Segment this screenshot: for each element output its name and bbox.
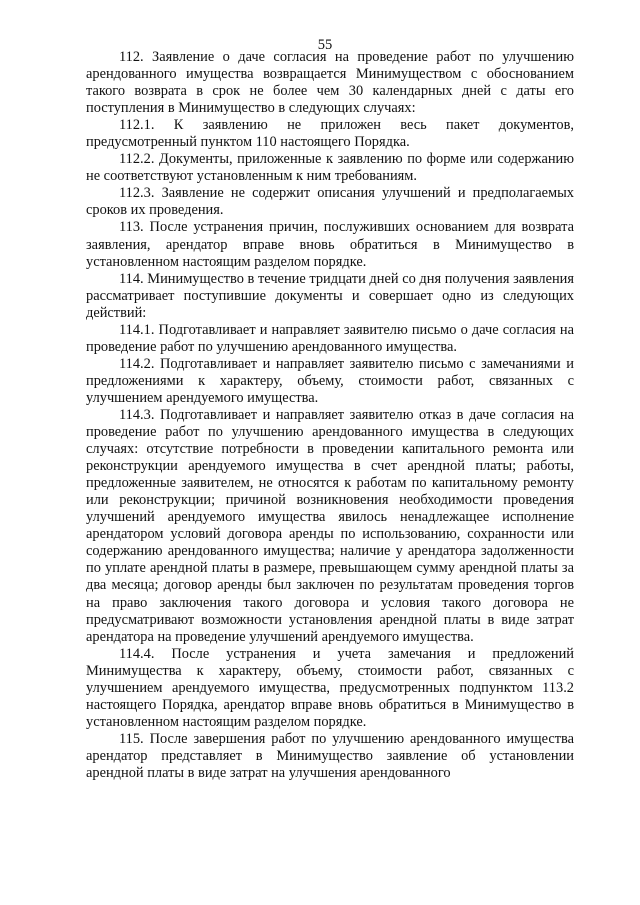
paragraph-114-4: 114.4. После устранения и учета замечания и предложений Минимущества к характеру, объему, стоимости работ, связанных с улучшением арендуемого имущества, предусмотренных подпунктом 113.2 настоящего Порядка, арендатор вправе вновь обратиться в Минимущество в установленном настоящим разделом порядке.: [86, 645, 574, 730]
paragraph-114-3: 114.3. Подготавливает и направляет заявителю отказ в даче согласия на проведение работ по улучшению арендованного имущества в следующих случаях: отсутствие потребности в проведении капитального ремонта или реконструкции арендуемого имущества в счет арендной платы; работы, предложенные заявителем, не относятся к работам по капитальному ремонту или реконструкции; причиной возникновения необходимости проведения улучшений арендуемого имущества явилось ненадлежащее исполнение арендатором условий договора аренды по использованию, сохранности или содержанию арендованного имущества; наличие у арендатора задолженности по уплате арендной платы в размере, превышающем сумму арендной платы за два месяца; договор аренды был заключен по результатам проведения торгов на право заключения такого договора и условия такого договора не предусматривают возможности установления арендной платы в виде затрат арендатора на проведение улучшений арендуемого имущества.: [86, 406, 574, 645]
page-number: 55: [317, 37, 333, 53]
paragraph-112-1: 112.1. К заявлению не приложен весь пакет документов, предусмотренный пунктом 110 настоящего Порядка.: [86, 117, 574, 151]
paragraph-114-2: 114.2. Подготавливает и направляет заявителю письмо с замечаниями и предложениями к характеру, объему, стоимости работ, связанных с улучшением арендуемого имущества.: [86, 355, 574, 406]
document-body: [86, 49, 574, 782]
paragraph-115: 115. После завершения работ по улучшению арендованного имущества арендатор представляет в Минимущество заявление об установлении арендной платы в виде затрат на улучшения арендованного: [86, 730, 574, 781]
paragraph-113: 113. После устранения причин, послуживших основанием для возврата заявления, арендатор вправе вновь обратиться в Минимущество в установленном настоящим разделом порядке.: [86, 219, 574, 270]
paragraph-112-3: 112.3. Заявление не содержит описания улучшений и предполагаемых сроков их проведения.: [86, 185, 574, 219]
paragraph-114: 114. Минимущество в течение тридцати дней со дня получения заявления рассматривает поступившие документы и совершает одно из следующих действий:: [86, 270, 574, 321]
paragraph-114-1: 114.1. Подготавливает и направляет заявителю письмо о даче согласия на проведение работ по улучшению арендованного имущества.: [86, 321, 574, 355]
paragraph-112: 112. Заявление о даче согласия на проведение работ по улучшению арендованного имущества возвращается Минимуществом с обоснованием такого возврата в срок не более чем 30 календарных дней с даты его поступления в Минимущество в следующих случаях:: [86, 49, 574, 117]
paragraph-112-2: 112.2. Документы, приложенные к заявлению по форме или содержанию не соответствуют установленным к ним требованиям.: [86, 151, 574, 185]
